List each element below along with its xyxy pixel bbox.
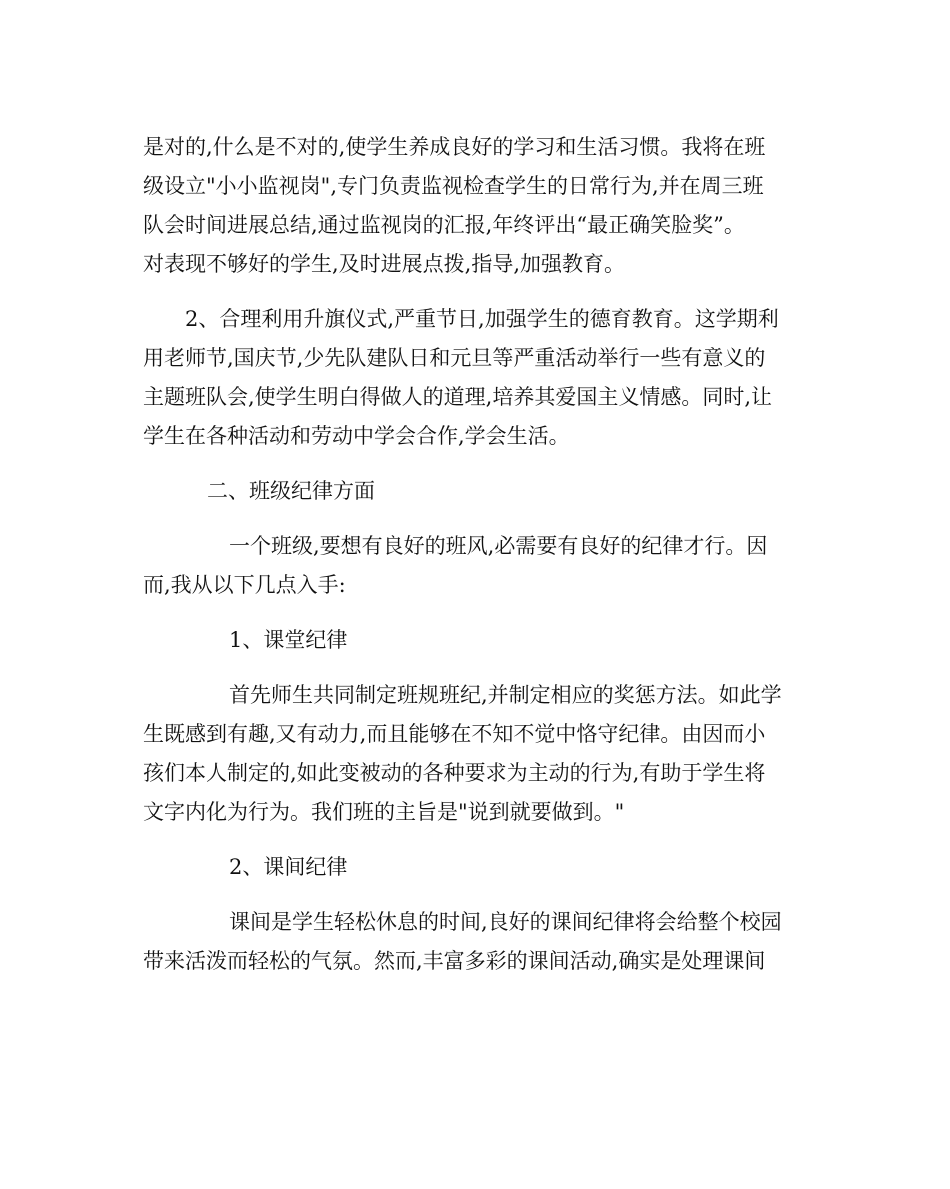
subheading: 1、课堂纪律 bbox=[229, 628, 348, 652]
text-line: 课间是学生轻松休息的时间,良好的课间纪律将会给整个校园 bbox=[229, 910, 782, 934]
document-body bbox=[143, 128, 808, 981]
text-line: 首先师生共同制定班规班纪,并制定相应的奖惩方法。如此学 bbox=[229, 683, 782, 707]
section-heading-discipline bbox=[143, 472, 808, 511]
text-line: 级设立"小小监视岗",专门负责监视检查学生的日常行为,并在周三班 bbox=[143, 174, 764, 198]
text-line: 是对的,什么是不对的,使学生养成良好的学习和生活习惯。我将在班 bbox=[143, 135, 766, 159]
subheading-break-discipline bbox=[143, 848, 808, 887]
paragraph-ceremony bbox=[143, 300, 808, 456]
text-line: 队会时间进展总结,通过监视岗的汇报,年终评出“最正确笑脸奖”。 bbox=[143, 213, 745, 237]
text-line: 主题班队会,使学生明白得做人的道理,培养其爱国主义情感。同时,让 bbox=[143, 385, 773, 409]
paragraph-classroom-rules bbox=[143, 676, 808, 832]
text-line: 对表现不够好的学生,及时进展点拨,指导,加强教育。 bbox=[143, 252, 626, 276]
text-line: 2、合理利用升旗仪式,严重节日,加强学生的德育教育。这学期利 bbox=[185, 307, 779, 331]
text-line: 而,我从以下几点入手: bbox=[143, 573, 346, 597]
text-line: 文字内化为行为。我们班的主旨是"说到就要做到。" bbox=[143, 800, 625, 824]
text-line: 一个班级,要想有良好的班风,必需要有良好的纪律才行。因 bbox=[229, 534, 768, 558]
section-heading: 二、班级纪律方面 bbox=[207, 479, 375, 503]
text-line: 带来活泼而轻松的气氛。然而,丰富多彩的课间活动,确实是处理课间 bbox=[143, 949, 766, 973]
text-line: 学生在各种活动和劳动中学会合作,学会生活。 bbox=[143, 424, 570, 448]
paragraph-habits bbox=[143, 128, 808, 284]
paragraph-break-time bbox=[143, 903, 808, 981]
text-line: 孩们本人制定的,如此变被动的各种要求为主动的行为,有助于学生将 bbox=[143, 761, 766, 785]
subheading-classroom-discipline bbox=[143, 621, 808, 660]
subheading: 2、课间纪律 bbox=[229, 855, 348, 879]
text-line: 生既感到有趣,又有动力,而且能够在不知不觉中恪守纪律。由因而小 bbox=[143, 722, 766, 746]
paragraph-discipline-intro bbox=[143, 527, 808, 605]
text-line: 用老师节,国庆节,少先队建队日和元旦等严重活动举行一些有意义的 bbox=[143, 346, 766, 370]
